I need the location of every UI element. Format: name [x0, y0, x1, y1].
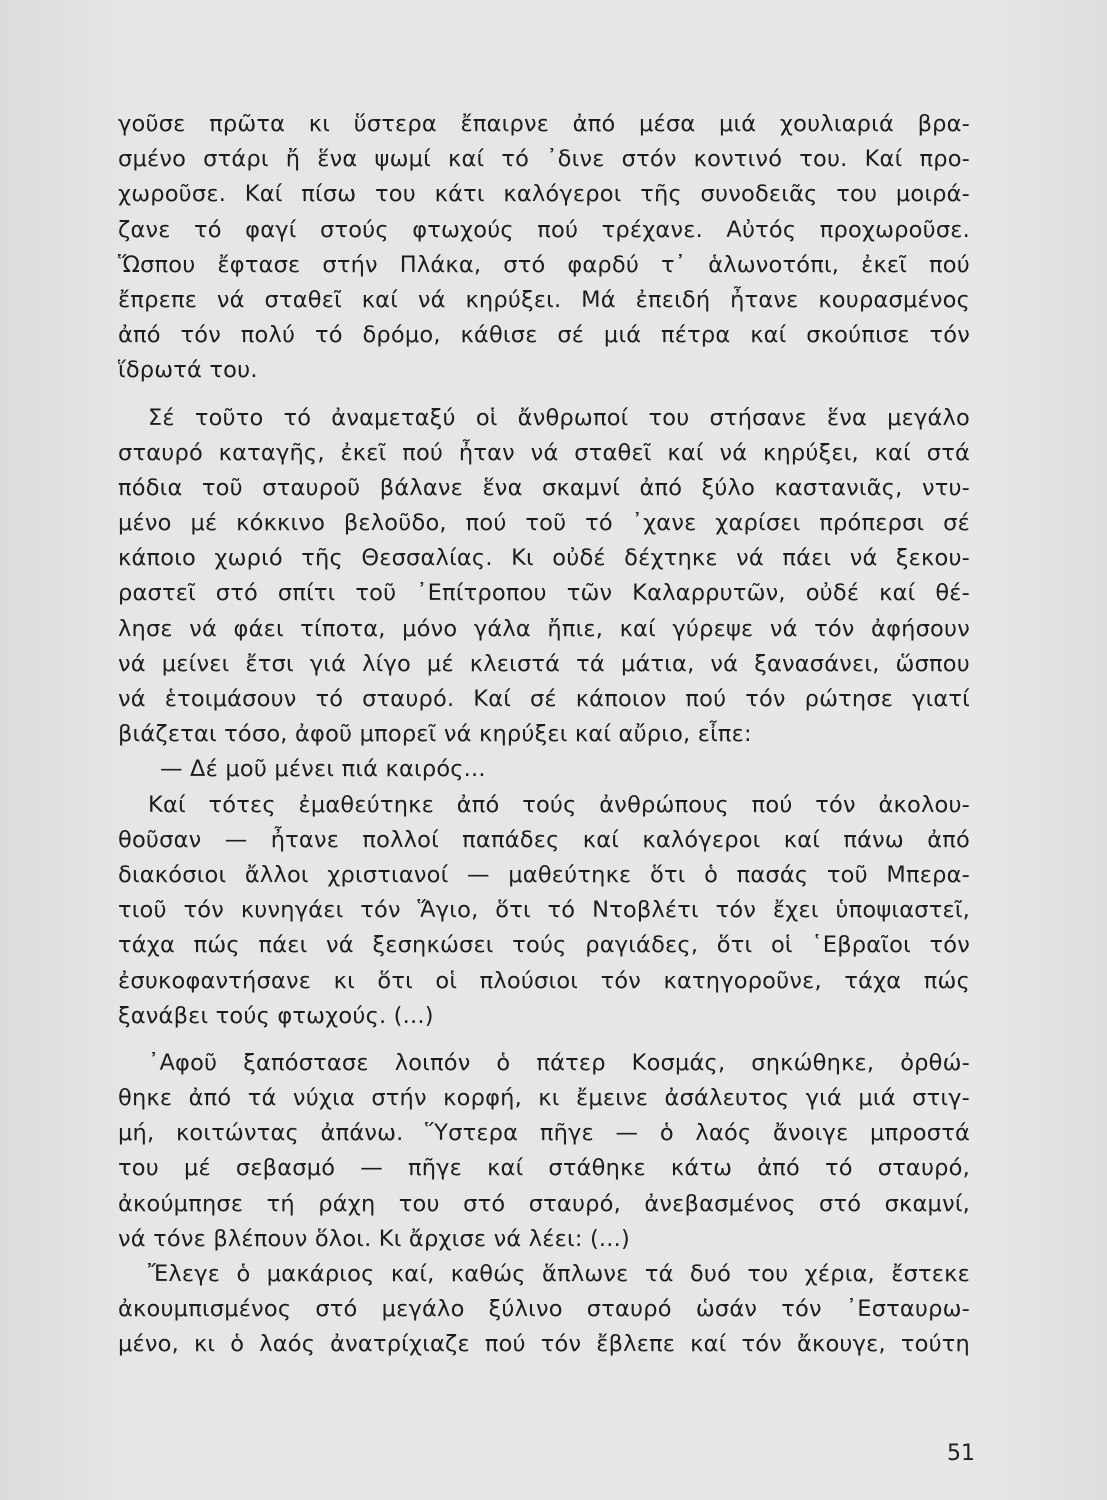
paragraph	[118, 1046, 970, 1257]
paragraph	[118, 401, 970, 753]
text-line: σταυρό καταγῆς, ἐκεῖ πού ἦταν νά σταθεῖ καί νά κηρύξει, καί στά	[118, 439, 970, 466]
text-line: ἀκουμπισμένος στό μεγάλο ξύλινο σταυρό ὡσάν τόν ᾽Εσταυρω-	[118, 1296, 970, 1323]
paragraph	[118, 107, 970, 389]
text-line: ζανε τό φαγί στούς φτωχούς πού τρέχανε. Αὐτός προχωροῦσε.	[118, 216, 970, 243]
text-line: Ὥσπου ἔφτασε στήν Πλάκα, στό φαρδύ τ᾽ ἁλωνοτόπι, ἐκεῖ πού	[118, 251, 970, 278]
text-line: ξανάβει τούς φτωχούς. (...)	[118, 1002, 434, 1029]
text-line: ἀπό τόν πολύ τό δρόμο, κάθισε σέ μιά πέτρα καί σκούπισε τόν	[118, 322, 970, 349]
text-line: βιάζεται τόσο, ἀφοῦ μπορεῖ νά κηρύξει καί αὔριο, εἶπε:	[118, 721, 752, 748]
text-line: Ἔλεγε ὁ μακάριος καί, καθώς ἅπλωνε τά δυό του χέρια, ἔστεκε	[148, 1261, 970, 1287]
text-line: Καί τότες ἐμαθεύτηκε ἀπό τούς ἀνθρώπους πού τόν ἀκολου-	[148, 791, 970, 818]
text-line: τάχα πώς πάει νά ξεσηκώσει τούς ραγιάδες, ὅτι οἱ ῾Εβραῖοι τόν	[118, 932, 970, 959]
text-line: νά τόνε βλέπουν ὅλοι. Κι ἄρχισε νά λέει: (...)	[118, 1225, 630, 1252]
text-line: ᾽Αφοῦ ξαπόστασε λοιπόν ὁ πάτερ Κοσμάς, σηκώθηκε, ὀρθώ-	[148, 1049, 970, 1076]
text-line: τιοῦ τόν κυνηγάει τόν Ἅγιο, ὅτι τό Ντοβλέτι τόν ἔχει ὑποψιαστεῖ,	[118, 897, 970, 924]
text-line: μένο μέ κόκκινο βελοῦδο, πού τοῦ τό ᾽χανε χαρίσει πρόπερσι σέ	[118, 510, 970, 537]
text-line: Σέ τοῦτο τό ἀναμεταξύ οἱ ἄνθρωποί του στήσανε ἕνα μεγάλο	[148, 404, 970, 431]
text-line: ραστεῖ στό σπίτι τοῦ ᾽Επίτροπου τῶν Καλαρρυτῶν, οὐδέ καί θέ-	[118, 580, 970, 607]
text-line: γοῦσε πρῶτα κι ὕστερα ἔπαιρνε ἀπό μέσα μιά χουλιαριά βρα-	[118, 111, 970, 137]
text-line: σμένο στάρι ἤ ἕνα ψωμί καί τό ᾽δινε στόν κοντινό του. Καί προ-	[118, 146, 970, 173]
text-line: ἀκούμπησε τή ράχη του στό σταυρό, ἀνεβασμένος στό σκαμνί,	[118, 1190, 970, 1217]
text-line: του μέ σεβασμό — πῆγε καί στάθηκε κάτω ἀπό τό σταυρό,	[118, 1155, 970, 1182]
text-line: — Δέ μοῦ μένει πιά καιρός...	[160, 756, 486, 783]
body-text	[118, 107, 970, 1363]
page-number: 51	[947, 1441, 975, 1466]
text-line: κάποιο χωριό τῆς Θεσσαλίας. Κι οὐδέ δέχτηκε νά πάει νά ξεκου-	[118, 545, 970, 572]
text-line: νά μείνει ἔτσι γιά λίγο μέ κλειστά τά μάτια, νά ξανασάνει, ὥσπου	[118, 650, 970, 677]
text-line: ἵδρωτά του.	[118, 357, 258, 384]
text-line: μή, κοιτώντας ἀπάνω. Ὕστερα πῆγε — ὁ λαός ἄνοιγε μπροστά	[118, 1120, 970, 1147]
text-line: θοῦσαν — ἦτανε πολλοί παπάδες καί καλόγεροι καί πάνω ἀπό	[118, 826, 970, 853]
text-line: νά ἑτοιμάσουν τό σταυρό. Καί σέ κάποιον πού τόν ρώτησε γιατί	[118, 686, 970, 712]
text-line: χωροῦσε. Καί πίσω του κάτι καλόγεροι τῆς συνοδειᾶς του μοιρά-	[118, 181, 970, 208]
paragraph	[118, 788, 970, 1034]
text-line: διακόσιοι ἄλλοι χριστιανοί — μαθεύτηκε ὅτι ὁ πασάς τοῦ Μπερα-	[118, 861, 970, 888]
text-line: μένο, κι ὁ λαός ἀνατρίχιαζε πού τόν ἔβλεπε καί τόν ἄκουγε, τούτη	[118, 1331, 970, 1358]
text-line: ἔπρεπε νά σταθεῖ καί νά κηρύξει. Μά ἐπειδή ἦτανε κουρασμένος	[118, 286, 970, 313]
text-line: ἐσυκοφαντήσανε κι ὅτι οἱ πλούσιοι τόν κατηγοροῦνε, τάχα πώς	[118, 967, 970, 994]
paragraph	[118, 752, 970, 787]
text-line: πόδια τοῦ σταυροῦ βάλανε ἕνα σκαμνί ἀπό ξύλο καστανιᾶς, ντυ-	[118, 474, 970, 501]
paragraph	[118, 1257, 970, 1363]
text-line: λησε νά φάει τίποτα, μόνο γάλα ἤπιε, καί γύρεψε νά τόν ἀφήσουν	[118, 615, 970, 642]
text-line: θηκε ἀπό τά νύχια στήν κορφή, κι ἔμεινε ἀσάλευτος γιά μιά στιγ-	[118, 1085, 970, 1112]
